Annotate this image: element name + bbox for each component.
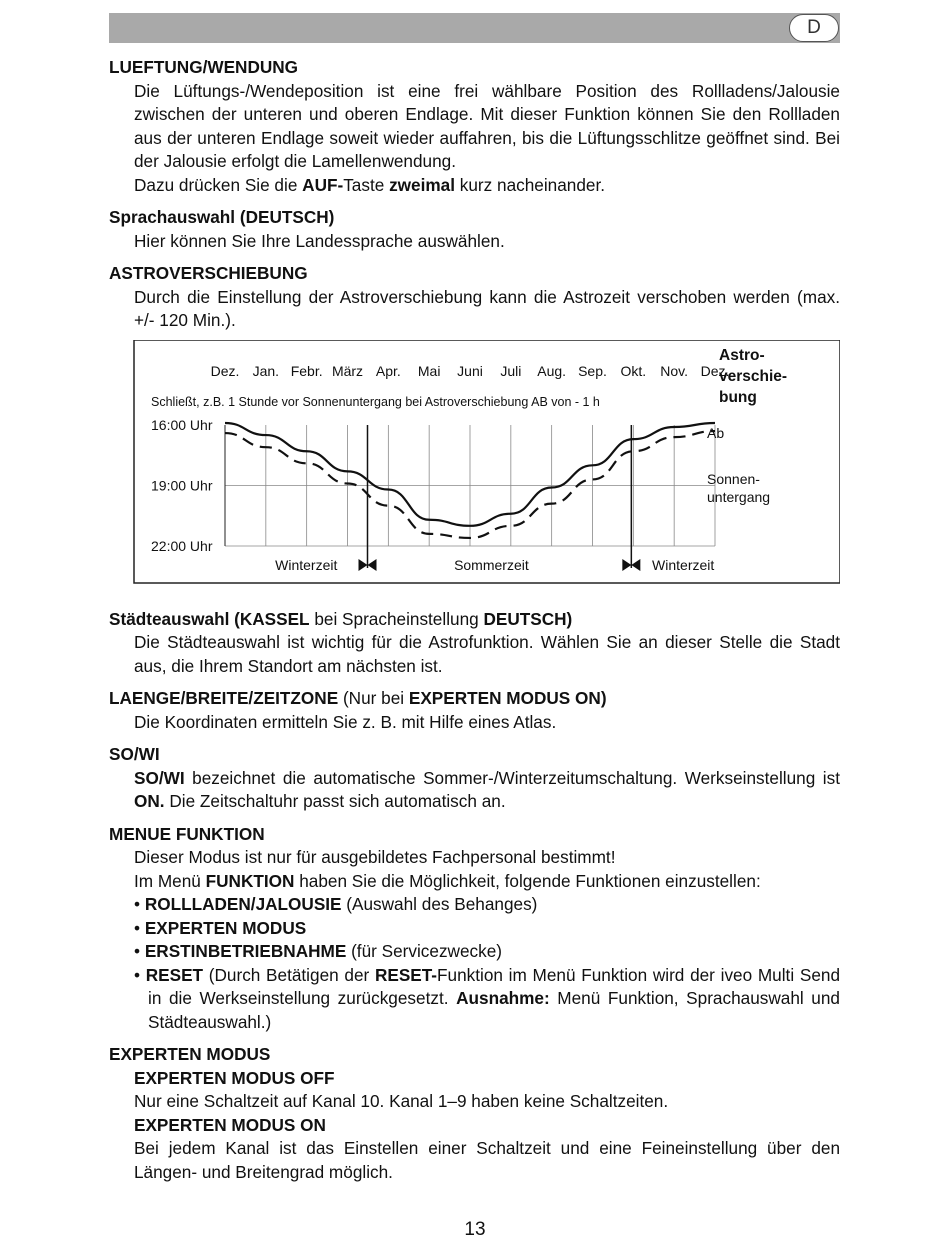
legend-title-line: verschie- (719, 367, 788, 385)
legend-title-line: bung (719, 388, 757, 406)
month-label: Sep. (578, 362, 607, 379)
section-title: Sprachauswahl (DEUTSCH) (109, 207, 335, 227)
paragraph: Hier können Sie Ihre Landessprache auswählen. (134, 230, 505, 251)
subsection-title: EXPERTEN MODUS ON (134, 1114, 326, 1135)
paragraph: Dazu drücken Sie die AUF-Taste zweimal kurz nacheinander. (134, 174, 606, 195)
y-tick-label: 19:00 Uhr (151, 477, 213, 493)
list-item: • ERSTINBETRIEBNAHME (für Servicezwecke) (134, 941, 502, 961)
dst-marker-icon (368, 559, 377, 571)
y-tick-label: 22:00 Uhr (151, 537, 213, 554)
section-title: LAENGE/BREITE/ZEITZONE (Nur bei EXPERTEN MODUS ON) (109, 688, 607, 708)
legend-label-sonnen: Sonnen- (707, 470, 760, 487)
month-label: Juli (500, 362, 522, 379)
page-number: 13 (464, 1219, 486, 1240)
y-tick-label: 16:00 Uhr (151, 416, 213, 433)
legend-label-untergang: untergang (707, 488, 771, 505)
paragraph: Dieser Modus ist nur für ausgebildetes Fachpersonal bestimmt! (134, 847, 616, 867)
month-label: Nov. (660, 362, 689, 379)
dst-marker-icon (631, 559, 640, 571)
language-badge: D (789, 14, 839, 42)
dst-marker-icon (622, 559, 631, 571)
period-label: Winterzeit (275, 556, 338, 573)
month-label: Juni (457, 362, 483, 379)
section-title: ASTROVERSCHIEBUNG (109, 263, 308, 283)
paragraph: Bei jedem Kanal ist das Einstellen einer Schaltzeit und eine Feineinstellung über den Längen- und Breitengrad möglich. (134, 1138, 840, 1182)
period-label: Sommerzeit (454, 556, 529, 573)
month-label: Dez. (700, 362, 730, 379)
list-item: • ROLLLADEN/JALOUSIE (Auswahl des Behanges) (134, 894, 538, 914)
month-label: Dez. (210, 362, 240, 379)
paragraph: Die Koordinaten ermitteln Sie z. B. mit Hilfe eines Atlas. (134, 711, 557, 732)
month-label: März (331, 362, 364, 379)
section-menue (109, 823, 840, 1035)
section-sprache (109, 206, 840, 253)
astro-chart (109, 340, 840, 584)
paragraph: Nur eine Schaltzeit auf Kanal 10. Kanal 1–9 haben keine Schaltzeiten. (134, 1091, 669, 1111)
header-bar (109, 13, 840, 43)
paragraph: Die Städteauswahl ist wichtig für die Astrofunktion. Wählen Sie an dieser Stelle die Stadt aus, die Ihrem Standort am nächsten ist. (134, 632, 840, 676)
period-label: Winterzeit (652, 556, 715, 573)
month-label: Jan. (252, 362, 280, 379)
dst-marker-icon (359, 559, 368, 571)
month-label: Okt. (620, 362, 647, 379)
month-label: Febr. (290, 362, 323, 379)
section-title: Städteauswahl (KASSEL bei Spracheinstellung DEUTSCH) (109, 608, 573, 629)
section-title: EXPERTEN MODUS (109, 1044, 271, 1064)
legend-label-ab: Ab (707, 424, 725, 441)
legend-title-line: Astro- (719, 346, 765, 364)
paragraph: Durch die Einstellung der Astroverschiebung kann die Astrozeit verschoben werden (max. +/- 120 Min.). (134, 286, 840, 330)
section-laenge (109, 687, 840, 734)
month-label: Apr. (375, 362, 401, 379)
list-item: • RESET (Durch Betätigen der RESET-Funktion im Menü Funktion wird der iveo Multi Send in die Werkseinstellung zurückgesetzt. Ausnahme: Menü Funktion, Sprachauswahl und Städteauswahl.) (134, 964, 841, 1032)
month-label: Aug. (537, 362, 567, 379)
paragraph: Die Lüftungs-/Wendeposition ist eine frei wählbare Position des Rollladens/Jalousie zwischen der unteren und oberen Endlage. Mit dieser Funktion können Sie den Rollladen aus der unteren Endlage soweit wieder auffahren, bis die Lüftungsschlitze geöffnet sind. Bei der Jalousie erfolgt die Lamellenwendung. (134, 80, 840, 171)
section-experten (109, 1043, 840, 1184)
section-title: SO/WI (109, 744, 160, 764)
chart-caption: Schließt, z.B. 1 Stunde vor Sonnenuntergang bei Astroverschiebung AB von - 1 h (151, 394, 600, 409)
section-title: LUEFTUNG/WENDUNG (109, 57, 299, 77)
paragraph: SO/WI bezeichnet die automatische Sommer-/Winterzeitumschaltung. Werkseinstellung ist ON. Die Zeitschaltuhr passt sich automatisch an. (134, 767, 840, 811)
page-content (109, 56, 840, 1184)
subsection-title: EXPERTEN MODUS OFF (134, 1067, 335, 1088)
month-label: Mai (417, 362, 441, 379)
section-title: MENUE FUNKTION (109, 823, 265, 844)
paragraph: Im Menü FUNKTION haben Sie die Möglichkeit, folgende Funktionen einzustellen: (134, 870, 761, 891)
section-staedte (109, 608, 840, 679)
astro-chart-svg (109, 340, 840, 584)
section-astro (109, 262, 840, 333)
section-lueftung (109, 56, 840, 197)
list-item: • EXPERTEN MODUS (134, 917, 307, 938)
section-sowi (109, 743, 840, 814)
